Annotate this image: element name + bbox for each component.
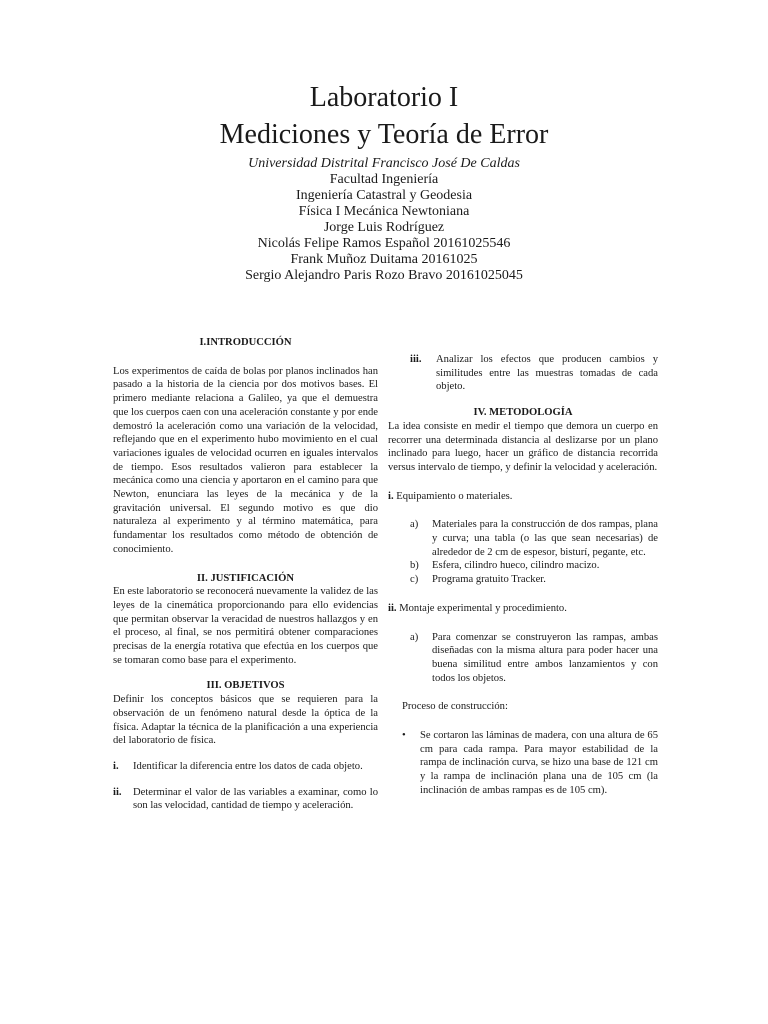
author-3: Sergio Alejandro Paris Rozo Bravo 20161025045 [245, 268, 523, 283]
author-1: Nicolás Felipe Ramos Español 20161025546 [257, 236, 511, 251]
subsection-text: Montaje experimental y procedimiento. [396, 602, 567, 614]
montaje-list [388, 631, 658, 686]
objective-text: Determinar el valor de las variables a examinar, como lo son las velocidad, cantidad de tiempo y aceleración. [133, 786, 378, 812]
proceso-label: Proceso de construcción: [402, 701, 508, 713]
subsection-marker: i. [388, 490, 394, 502]
section-title-metodologia: IV. METODOLOGÍA [473, 407, 573, 419]
right-column [388, 353, 658, 798]
objective-text: Analizar los efectos que producen cambios y similitudes entre las muestras tomadas de cada objeto. [436, 354, 658, 393]
objetivos-text: Definir los conceptos básicos que se requieren para la observación de un fenómeno natural desde la óptica de la física. Adaptar la técnica de la planificación a una experiencia del laboratorio de física. [113, 694, 378, 747]
material-item [410, 518, 658, 559]
montaje-marker: a) [410, 631, 419, 643]
objective-marker: iii. [410, 354, 422, 365]
material-marker: a) [410, 519, 419, 531]
subsection-text: Equipamiento o materiales. [393, 490, 513, 502]
title-line-1: Laboratorio I [309, 82, 459, 113]
bullet-item [388, 729, 658, 798]
course: Física I Mecánica Newtoniana [298, 204, 470, 219]
faculty: Facultad Ingeniería [329, 172, 439, 187]
bullet-marker: • [402, 730, 406, 742]
title-line-2: Mediciones y Teoría de Error [219, 119, 549, 150]
author-2: Frank Muñoz Duitama 20161025 [290, 252, 478, 267]
objective-marker: i. [113, 760, 119, 772]
section-title-justificacion: II. JUSTIFICACIÓN [196, 572, 295, 584]
bullet-text: Se cortaron las láminas de madera, con una altura de 65 cm para cada rampa. Para mayor estabilidad de la rampa de inclinación curva, se hizo una base de 121 cm y la rampa de inclinación plana una de 105 cm (la inclinación de ambas rampas es de 105 cm). [420, 730, 658, 796]
material-marker: c) [410, 574, 419, 586]
objective-item [113, 786, 378, 813]
material-text: Materiales para la construcción de dos rampas, plana y curva; una tabla (o las que sean necesarias) de alrededor de 2 cm de espesor, bisturí, pegante, etc. [432, 519, 658, 558]
program: Ingeniería Catastral y Geodesia [295, 188, 473, 203]
montaje-text: Para comenzar se construyeron las rampas, ambas diseñadas con la misma altura para poder hacer una buena similitud entre ambos lanzamientos y con todos los objetos. [432, 631, 658, 684]
montaje-item [410, 631, 658, 686]
subsection-equipamiento [388, 490, 658, 504]
university-name: Universidad Distrital Francisco José De Caldas [248, 156, 520, 171]
objective-item [113, 760, 378, 774]
material-text: Programa gratuito Tracker. [432, 574, 546, 586]
materials-list [388, 518, 658, 587]
paper-header [0, 80, 768, 284]
objective-marker: ii. [113, 786, 122, 798]
objective-item [388, 353, 658, 394]
left-column [113, 336, 378, 813]
metodologia-text: La idea consiste en medir el tiempo que demora un cuerpo en recorrer una determinada distancia al deslizarse por un plano inclinado para luego, hacer un gráfico de distancia recorrida versus intervalo de tiempo, y definir la velocidad y aceleración. [388, 420, 658, 473]
subsection-montaje [388, 602, 658, 616]
material-marker: b) [410, 560, 419, 572]
material-item [410, 559, 658, 573]
material-item [410, 573, 658, 587]
subsection-marker: ii. [388, 602, 397, 614]
material-text: Esfera, cilindro hueco, cilindro macizo. [432, 560, 600, 572]
section-title-introduccion: I.INTRODUCCIÓN [199, 337, 292, 348]
introduccion-text: Los experimentos de caída de bolas por planos inclinados han pasado a la historia de la ciencia por dos motivos bases. El primero mediante relaciona a Galileo, ya que el demuestra que los cuerpos caen con una aceleración constante y por ende demostró la aceleración como una variación de la velocidad, reflejando que en el experimento hubo movimiento en el cual variaciones iguales de velocidad ocurren en iguales intervalos de tiempo. Esos resultados valieron para establecer la mecánica como una ciencia y aportaron en el camino para que Newton, enunciara las leyes de la mecánica y de la gravitación universal. El segundo motivo es que dio naturaleza al experimento y al término matemática, para fundamentar los resultados como método de obtención de conocimiento. [113, 365, 378, 555]
section-title-objetivos: III. OBJETIVOS [206, 680, 285, 692]
professor: Jorge Luis Rodríguez [323, 220, 445, 235]
objective-text: Identificar la diferencia entre los datos de cada objeto. [133, 760, 363, 772]
justificacion-text: En este laboratorio se reconocerá nuevamente la validez de las leyes de la cinemática proporcionando para ello evidencias que permitan observar la veracidad de nuestros hallazgos y en el proceso, al final, se nos permitirá obtener comparaciones precisas de la energía rotativa que efectúa en los cuerpos que se tomaran como base para el experimento. [113, 586, 379, 666]
